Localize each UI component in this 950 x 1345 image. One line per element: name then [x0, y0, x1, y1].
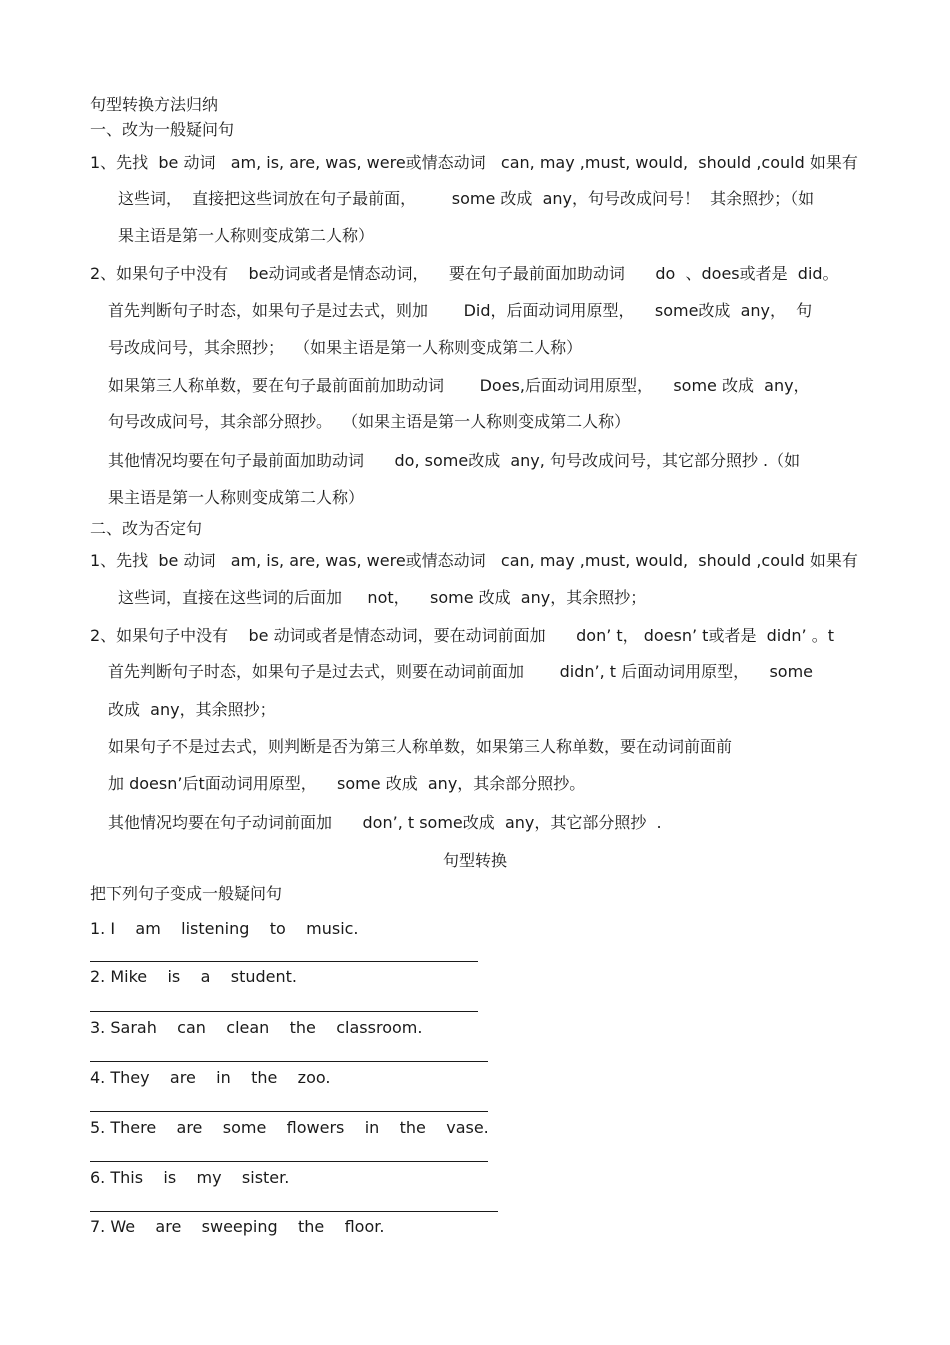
- answer-blank[interactable]: [90, 1211, 498, 1212]
- neg-rule-2-line: 如果句子不是过去式，则判断是否为第三人称单数，如果第三人称单数，要在动词前面前: [108, 737, 733, 756]
- document-title: 句型转换方法归纳: [90, 95, 219, 114]
- exercise-item: 5. There are some flowers in the vase.: [90, 1118, 489, 1137]
- rule-2-line: 句号改成问号，其余部分照抄。 （如果主语是第一人称则变成第二人称）: [108, 412, 631, 431]
- answer-blank[interactable]: [90, 961, 478, 962]
- exercise-item: 1. I am listening to music.: [90, 919, 359, 938]
- exercise-item: 6. This is my sister.: [90, 1168, 290, 1187]
- answer-blank[interactable]: [90, 1111, 488, 1112]
- answer-blank[interactable]: [90, 1061, 488, 1062]
- exercise-title: 句型转换: [442, 851, 507, 870]
- neg-rule-2-line: 2、如果句子中没有 be 动词或者是情态动词，要在动词前面加 don’ t， doesn’ t或者是 didn’ 。t: [90, 626, 834, 645]
- exercise-item: 7. We are sweeping the floor.: [90, 1217, 385, 1236]
- neg-rule-1-line: 这些词，直接在这些词的后面加 not， some 改成 any，其余照抄；: [118, 588, 647, 607]
- rule-2-line: 首先判断句子时态，如果句子是过去式，则加 Did，后面动词用原型， some改成 any， 句: [108, 301, 813, 320]
- neg-rule-2-line: 首先判断句子时态，如果句子是过去式，则要在动词前面加 didn’, t 后面动词用原型， some: [108, 662, 814, 681]
- rule-1-line: 1、先找 be 动词 am, is, are, was, were或情态动词 can, may ,must, would, should ,could 如果有: [90, 153, 858, 172]
- rule-2-line: 2、如果句子中没有 be动词或者是情态动词， 要在句子最前面加助动词 do 、does或者是 did。: [90, 264, 839, 283]
- neg-rule-2-line: 改成 any，其余照抄；: [108, 700, 276, 719]
- neg-rule-2-line: 加 doesn’后t面动词用原型， some 改成 any，其余部分照抄。: [108, 774, 586, 793]
- neg-rule-2-line: 其他情况均要在句子动词前面加 don’, t some改成 any，其它部分照抄 .: [108, 813, 662, 832]
- section-1-heading: 一、改为一般疑问句: [90, 120, 235, 139]
- rule-2-line: 果主语是第一人称则变成第二人称）: [108, 488, 365, 507]
- rule-2-line: 如果第三人称单数，要在句子最前面前加助动词 Does,后面动词用原型， some 改成 any，: [108, 376, 810, 395]
- neg-rule-1-line: 1、先找 be 动词 am, is, are, was, were或情态动词 can, may ,must, would, should ,could 如果有: [90, 551, 858, 570]
- rule-1-line: 果主语是第一人称则变成第二人称）: [118, 226, 375, 245]
- rule-2-line: 号改成问号，其余照抄； （如果主语是第一人称则变成第二人称）: [108, 338, 583, 357]
- rule-1-line: 这些词， 直接把这些词放在句子最前面， some 改成 any，句号改成问号！ 其余照抄；（如: [118, 189, 815, 208]
- rule-2-line: 其他情况均要在句子最前面加助动词 do, some改成 any, 句号改成问号，其它部分照抄 .（如: [108, 451, 801, 470]
- exercise-item: 4. They are in the zoo.: [90, 1068, 331, 1087]
- answer-blank[interactable]: [90, 1011, 478, 1012]
- exercise-item: 2. Mike is a student.: [90, 967, 298, 986]
- section-2-heading: 二、改为否定句: [90, 519, 203, 538]
- exercise-item: 3. Sarah can clean the classroom.: [90, 1018, 423, 1037]
- exercise-instruction: 把下列句子变成一般疑问句: [90, 884, 283, 903]
- answer-blank[interactable]: [90, 1161, 488, 1162]
